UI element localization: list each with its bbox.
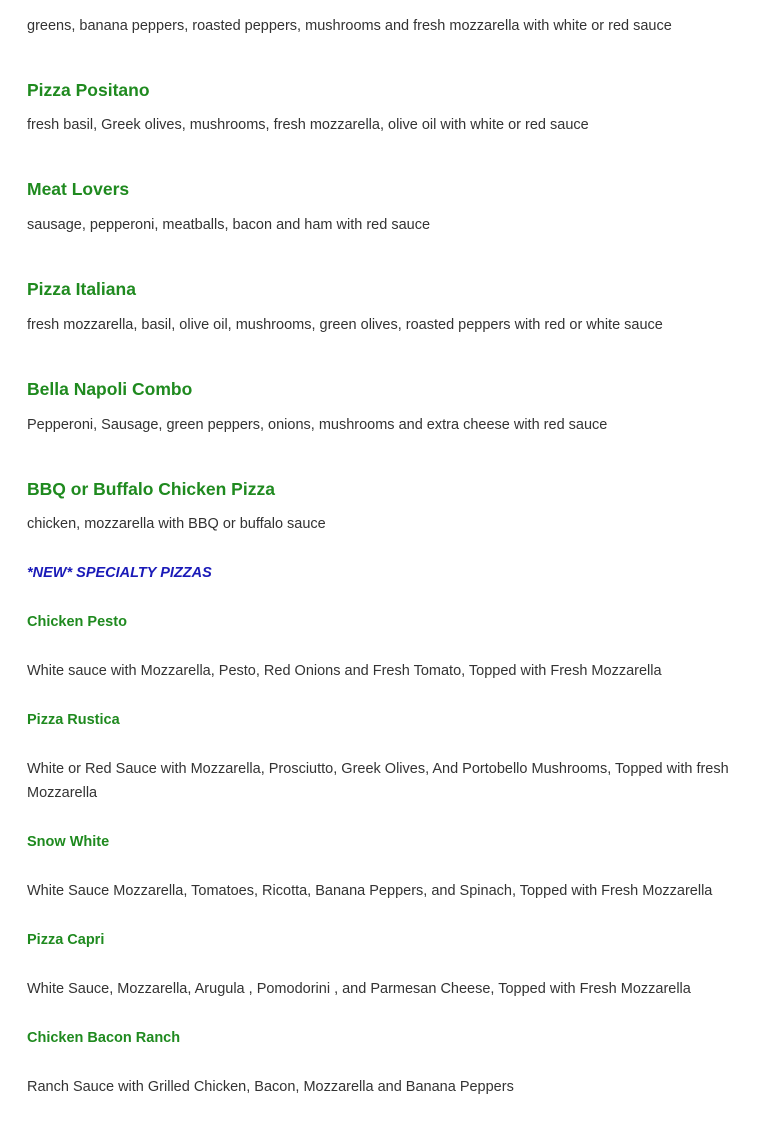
pizza-title-bella-napoli: Bella Napoli Combo: [27, 379, 193, 399]
pizza-desc-bbq-buffalo: chicken, mozzarella with BBQ or buffalo sauce: [27, 516, 326, 532]
pizza-desc-rustica: White or Red Sauce with Mozzarella, Prosciutto, Greek Olives, And Portobello Mushrooms, Topped with fresh Mozzarella: [27, 761, 729, 801]
pizza-title-meat-lovers: Meat Lovers: [27, 179, 130, 199]
pizza-title-snow-white: Snow White: [27, 834, 110, 850]
pizza-title-chicken-pesto: Chicken Pesto: [27, 614, 127, 630]
intro-description: greens, banana peppers, roasted peppers, mushrooms and fresh mozzarella with white or red sauce: [27, 18, 672, 34]
pizza-title-chicken-bacon-ranch: Chicken Bacon Ranch: [27, 1030, 181, 1046]
pizza-title-positano: Pizza Positano: [27, 80, 150, 100]
pizza-desc-capri: White Sauce, Mozzarella, Arugula , Pomodorini , and Parmesan Cheese, Topped with Fresh Mozzarella: [27, 981, 691, 997]
pizza-desc-chicken-pesto: White sauce with Mozzarella, Pesto, Red Onions and Fresh Tomato, Topped with Fresh Mozzarella: [27, 663, 662, 679]
pizza-desc-bella-napoli: Pepperoni, Sausage, green peppers, onions, mushrooms and extra cheese with red sauce: [27, 417, 608, 433]
pizza-title-italiana: Pizza Italiana: [27, 279, 136, 299]
pizza-desc-snow-white: White Sauce Mozzarella, Tomatoes, Ricotta, Banana Peppers, and Spinach, Topped with Fresh Mozzarella: [27, 883, 713, 899]
pizza-desc-meat-lovers: sausage, pepperoni, meatballs, bacon and ham with red sauce: [27, 217, 431, 233]
pizza-desc-italiana: fresh mozzarella, basil, olive oil, mushrooms, green olives, roasted peppers with red or white sauce: [27, 317, 663, 333]
pizza-title-bbq-buffalo: BBQ or Buffalo Chicken Pizza: [27, 479, 275, 499]
pizza-title-rustica: Pizza Rustica: [27, 712, 120, 728]
pizza-title-capri: Pizza Capri: [27, 932, 105, 948]
specialty-heading: *NEW* SPECIALTY PIZZAS: [27, 565, 212, 581]
pizza-desc-positano: fresh basil, Greek olives, mushrooms, fresh mozzarella, olive oil with white or red sauce: [27, 117, 589, 133]
pizza-desc-chicken-bacon-ranch: Ranch Sauce with Grilled Chicken, Bacon, Mozzarella and Banana Peppers: [27, 1079, 514, 1095]
